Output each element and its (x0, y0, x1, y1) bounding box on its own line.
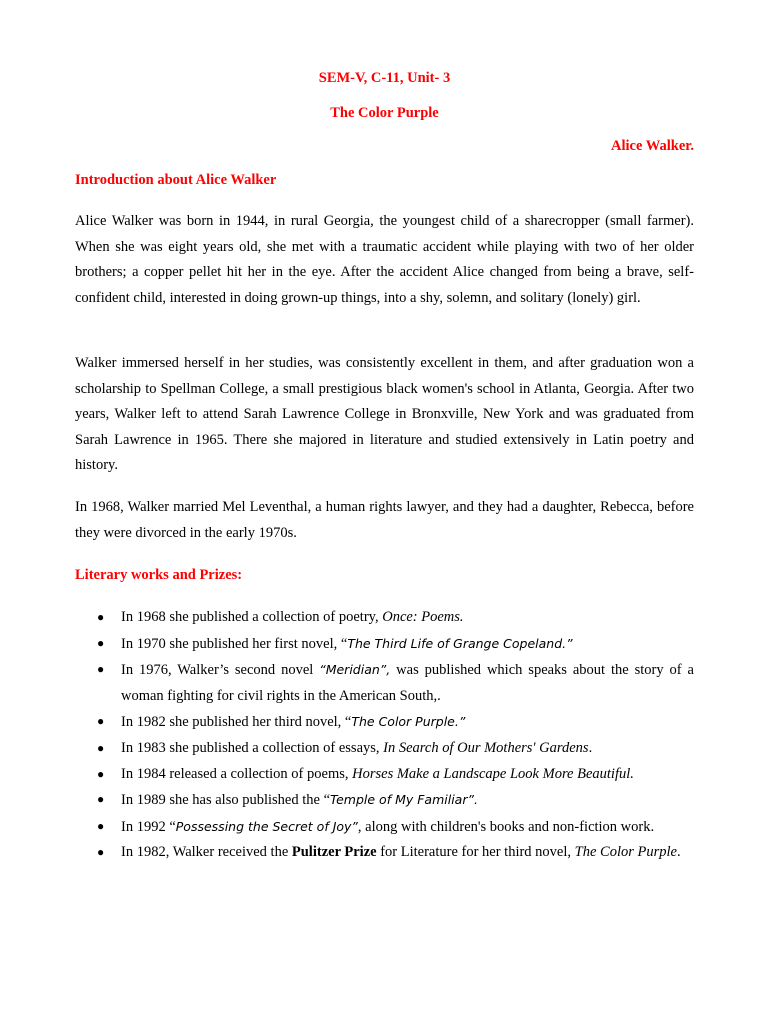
book-title: The Color Purple (330, 105, 439, 121)
intro-paragraph-1: Alice Walker was born in 1944, in rural Georgia, the youngest child of a sharecropper (small farmer). When she was eight years old, she met with a traumatic accident while playing with two of her older brothers; a copper pellet hit her in the eye. After the accident Alice changed from being a brave, self-confident child, interested in doing grown-up things, into a shy, solemn, and solitary (lonely) girl. (75, 213, 694, 306)
intro-paragraph-2: Walker immersed herself in her studies, was consistently excellent in them, and after graduation won a scholarship to Spellman College, a small prestigious black women's school in Atlanta, Georgia. After two years, Walker left to attend Sarah Lawrence College in Bronxville, New York and was graduated from Sarah Lawrence in 1965. There she majored in literature and studied extensively in Latin poetry and history. (75, 355, 694, 474)
bullet-icon: ● (97, 766, 105, 781)
author-name: Alice Walker. (611, 138, 694, 154)
list-item: ● In 1984 released a collection of poems, Horses Make a Landscape Look More Beautiful. (75, 762, 694, 788)
list-item: ● In 1976, Walker’s second novel “Meridian”, was published which speaks about the story of a woman fighting for civil rights in the American South,. (75, 657, 694, 709)
bullet-icon: ● (97, 740, 105, 755)
intro-heading: Introduction about Alice Walker (75, 172, 277, 188)
works-heading: Literary works and Prizes: (75, 567, 243, 583)
list-item: ● In 1968 she published a collection of poetry, Once: Poems. (75, 605, 694, 631)
bullet-icon: ● (97, 635, 105, 650)
bullet-icon: ● (97, 714, 105, 729)
list-item: ● In 1970 she published her first novel, “The Third Life of Grange Copeland.” (75, 631, 694, 658)
bullet-icon: ● (97, 845, 105, 860)
intro-paragraph-3: In 1968, Walker married Mel Leventhal, a human rights lawyer, and they had a daughter, Rebecca, before they were divorced in the early 1970s. (75, 499, 694, 541)
bullet-icon: ● (97, 818, 105, 833)
bullet-icon: ● (97, 792, 105, 807)
bullet-icon: ● (97, 610, 105, 624)
list-item: ● In 1982, Walker received the Pulitzer Prize for Literature for her third novel, The Color Purple. (75, 840, 694, 866)
list-item: ● In 1989 she has also published the “Temple of My Familiar”. (75, 787, 694, 814)
list-item: ● In 1982 she published her third novel, “The Color Purple.” (75, 709, 694, 736)
list-item: ● In 1983 she published a collection of essays, In Search of Our Mothers' Gardens. (75, 736, 694, 762)
bullet-icon: ● (97, 662, 105, 677)
list-item: ● In 1992 “Possessing the Secret of Joy”, along with children's books and non-fiction work. (75, 814, 694, 841)
sem-line: SEM-V, C-11, Unit- 3 (318, 70, 451, 86)
works-list (75, 605, 694, 866)
